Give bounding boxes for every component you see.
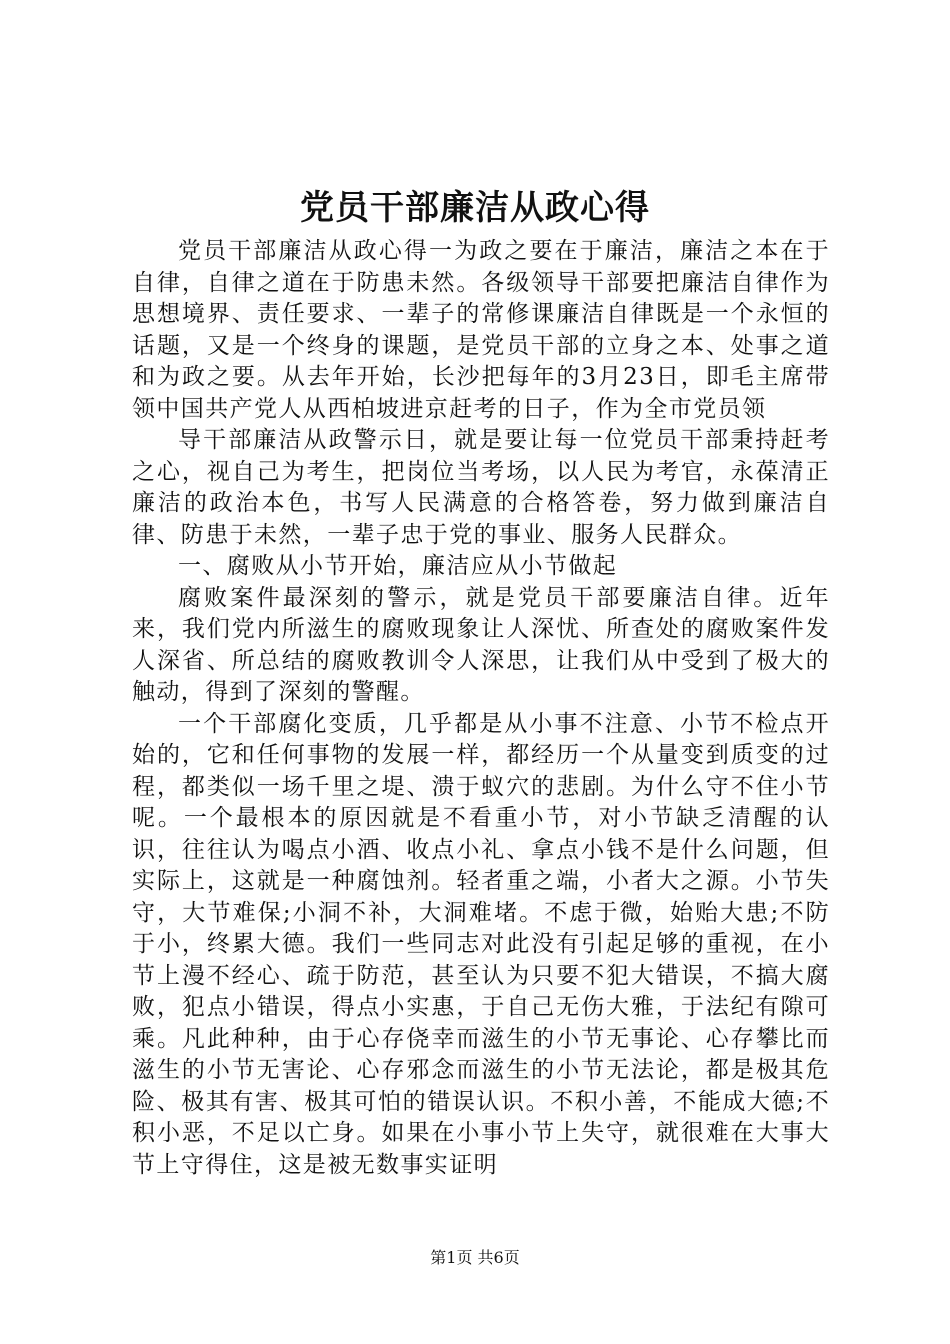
page-footer: 第1页 共6页 [430, 1248, 520, 1267]
paragraph-2: 导干部廉洁从政警示日，就是要让每一位党员干部秉持赶考之心，视自己为考生，把岗位当考场，以人民为考官，永葆清正廉洁的政治本色，书写人民满意的合格答卷，努力做到廉洁自律、防患于未然，一辈子忠于党的事业、服务人民群众。 [132, 427, 830, 548]
section-heading-1: 一、腐败从小节开始，廉洁应从小节做起 [178, 553, 618, 579]
paragraph-3: 腐败案件最深刻的警示，就是党员干部要廉洁自律。近年来，我们党内所滋生的腐败现象让人深忧、所查处的腐败案件发人深省、所总结的腐败教训令人深思，让我们从中受到了极大的触动，得到了深刻的警醒。 [132, 584, 830, 705]
document-title: 党员干部廉洁从政心得 [300, 188, 650, 228]
document-body [132, 236, 830, 1181]
paragraph-1: 党员干部廉洁从政心得一为政之要在于廉洁，廉洁之本在于自律，自律之道在于防患未然。各级领导干部要把廉洁自律作为思想境界、责任要求、一辈子的常修课廉洁自律既是一个永恒的话题，又是一个终身的课题，是党员干部的立身之本、处事之道和为政之要。从去年开始，长沙把每年的3月23日，即毛主席带领中国共产党人从西柏坡进京赶考的日子，作为全市党员领 [132, 238, 830, 422]
paragraph-4: 一个干部腐化变质，几乎都是从小事不注意、小节不检点开始的，它和任何事物的发展一样，都经历一个从量变到质变的过程，都类似一场千里之堤、溃于蚁穴的悲剧。为什么守不住小节呢。一个最根本的原因就是不看重小节，对小节缺乏清醒的认识，往往认为喝点小酒、收点小礼、拿点小钱不是什么问题，但实际上，这就是一种腐蚀剂。轻者重之端，小者大之源。小节失守，大节难保;小洞不补，大洞难堵。不虑于微，始贻大患;不防于小，终累大德。我们一些同志对此没有引起足够的重视，在小节上漫不经心、疏于防范，甚至认为只要不犯大错误，不搞大腐败，犯点小错误，得点小实惠，于自己无伤大雅，于法纪有隙可乘。凡此种种，由于心存侥幸而滋生的小节无事论、心存攀比而滋生的小节无害论、心存邪念而滋生的小节无法论，都是极其危险、极其有害、极其可怕的错误认识。不积小善，不能成大德;不积小恶，不足以亡身。如果在小事小节上失守，就很难在大事大节上守得住，这是被无数事实证明 [132, 710, 830, 1178]
